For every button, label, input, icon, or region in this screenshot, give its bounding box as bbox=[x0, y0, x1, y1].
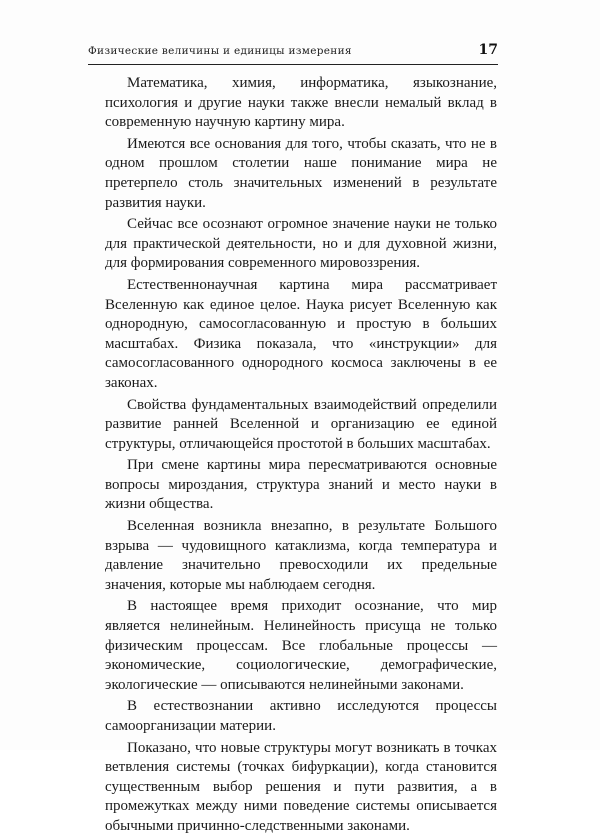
paragraph: Сейчас все осознают огромное значение науки не только для практической деятельности, но и для духовной жизни, для формирования современного мировоззрения. bbox=[105, 216, 497, 272]
running-header bbox=[88, 42, 498, 65]
paragraph: В естествознании активно исследуются процессы самоорганизации материи. bbox=[105, 698, 497, 734]
paragraph: При смене картины мира пересматриваются основные вопросы мироздания, структура знаний и место науки в жизни общества. bbox=[105, 457, 497, 513]
paragraph: Математика, химия, информатика, языкознание, психология и другие науки также внесли немалый вклад в современную научную картину мира. bbox=[105, 75, 497, 131]
paragraph: Показано, что новые структуры могут возникать в точках ветвления системы (точках бифуркации), когда становится существенным выбор решения и пути развития, а в промежутках между ними поведение системы описывается обычными причинно-следственными законами. bbox=[105, 739, 497, 834]
page-number: 17 bbox=[478, 42, 498, 58]
paragraph: Имеются все основания для того, чтобы сказать, что не в одном прошлом столетии наше понимание мира не претерпело столь значительных изменений в результате развития науки. bbox=[105, 135, 497, 211]
paragraph: Свойства фундаментальных взаимодействий определили развитие ранней Вселенной и организацию ее единой структуры, отличающейся простотой в больших масштабах. bbox=[105, 396, 497, 452]
paragraph: В настоящее время приходит осознание, что мир является нелинейным. Нелинейность присуща не только физическим процессам. Все глобальные процессы — экономические, социологические, демографические, экологические — описываются нелинейными законами. bbox=[105, 598, 497, 693]
running-title: Физические величины и единицы измерения bbox=[88, 45, 352, 57]
body-text bbox=[105, 74, 497, 839]
paragraph: Естественнонаучная картина мира рассматривает Вселенную как единое целое. Наука рисует Вселенную как однородную, самосогласованную и простую в больших масштабах. Физика показала, что «инструкции» для самосогласованного однородного космоса заключены в ее законах. bbox=[105, 276, 497, 391]
paragraph: Вселенная возникла внезапно, в результате Большого взрыва — чудовищного катаклизма, когда температура и давление значительно превосходили их предельные значения, которые мы наблюдаем сегодня. bbox=[105, 518, 497, 593]
